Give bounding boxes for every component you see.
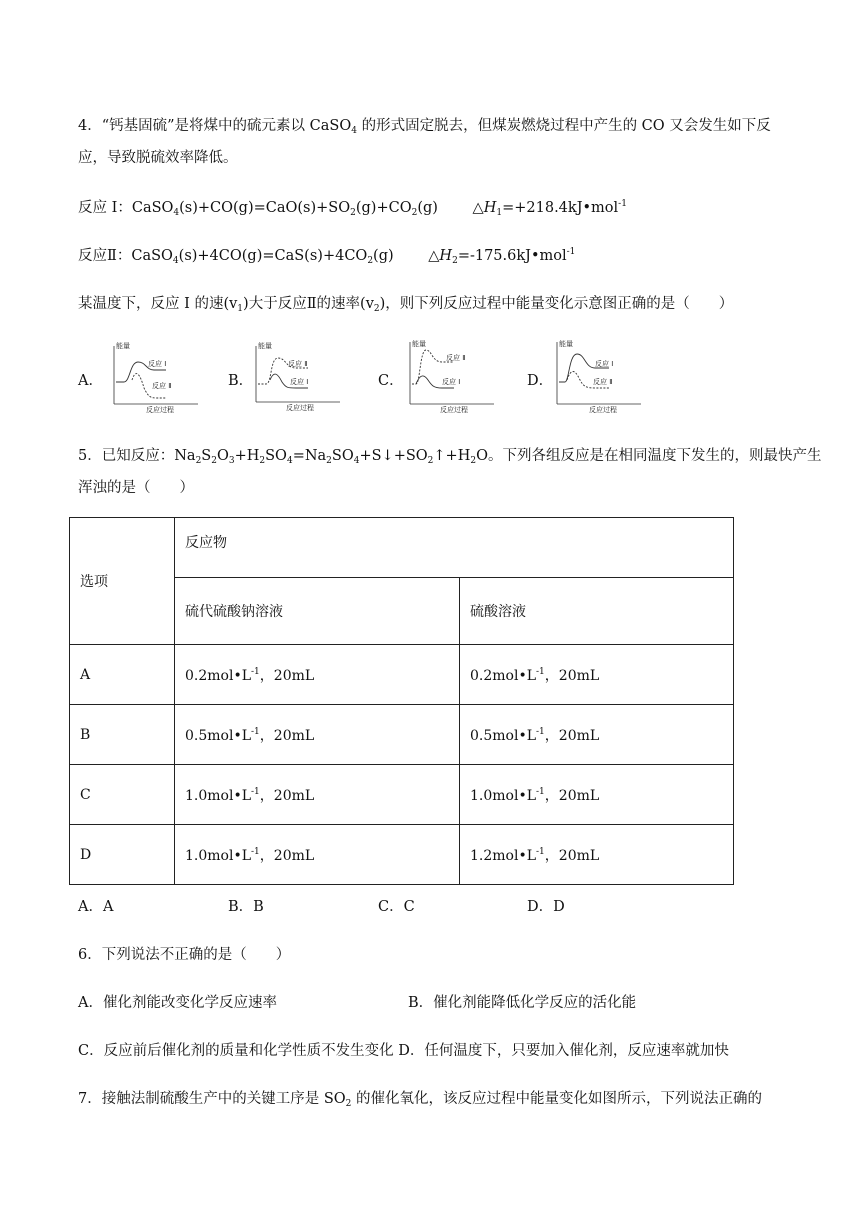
q5-line-1: 5．已知反应：$Na_2S_2O_3+H_2SO_4=Na_2SO_4+S↓+SO_2↑+H_2O$。下列各组反应是在相同温度下发生的，则最快产生	[78, 448, 822, 466]
process-axis-label: 反应过程	[589, 406, 617, 414]
process-axis-label: 反应过程	[440, 406, 468, 414]
header-thiosulfate: 硫代硫酸钠溶液	[175, 578, 460, 645]
q6-option-a[interactable]: A．催化剂能改变化学反应速率	[78, 995, 277, 1011]
row-thio-conc: $0.5mol•L^{-1}$，20mL	[175, 705, 460, 765]
q4-option-c-graph[interactable]	[402, 340, 502, 414]
row-thio-conc: $0.2mol•L^{-1}$，20mL	[175, 645, 460, 705]
energy-axis-label: 能量	[559, 340, 573, 348]
row-thio-conc: $1.0mol•L^{-1}$，20mL	[175, 825, 460, 885]
q4-line-2: 应，导致脱硫效率降低。	[78, 150, 238, 166]
q4-option-a-graph[interactable]	[106, 340, 206, 414]
q4-option-a-label[interactable]: A．	[78, 373, 103, 389]
q4-reaction-2: 反应Ⅱ：$CaSO_4(s)+4CO(g)=CaS(s)+4CO_2(g)$ $\triangle H_2=-175.6kJ•mol^{-1}$	[78, 247, 576, 266]
q5-answer-b[interactable]: B．B	[228, 899, 264, 915]
curve-label-top: 反应 I	[595, 360, 614, 368]
energy-axis-label: 能量	[116, 342, 130, 350]
q6-option-cd[interactable]: C．反应前后催化剂的质量和化学性质不发生变化 D．任何温度下，只要加入催化剂，反应速率就加快	[78, 1043, 729, 1059]
energy-axis-label: 能量	[258, 342, 272, 350]
curve-label-bottom: 反应 Ⅱ	[152, 382, 172, 390]
table-row[interactable]	[70, 825, 734, 885]
process-axis-label: 反应过程	[286, 404, 314, 412]
row-acid-conc: $0.5mol•L^{-1}$，20mL	[460, 705, 734, 765]
header-option: 选项	[70, 518, 175, 645]
q5-reactant-table	[69, 517, 734, 885]
table-row[interactable]	[70, 765, 734, 825]
curve-label-bottom: 反应 I	[290, 378, 309, 386]
row-thio-conc: $1.0mol•L^{-1}$，20mL	[175, 765, 460, 825]
q4-line-1: 4．“钙基固硫”是将煤中的硫元素以 CaSO$_4$ 的形式固定脱去，但煤炭燃烧过程中产生的 CO 又会发生如下反	[78, 118, 771, 136]
header-reactants: 反应物	[175, 518, 734, 578]
q7-stem: 7．接触法制硫酸生产中的关键工序是 $SO_2$ 的催化氧化，该反应过程中能量变化如图所示，下列说法正确的	[78, 1091, 762, 1109]
table-row[interactable]	[70, 705, 734, 765]
q4-option-d-label[interactable]: D．	[527, 373, 554, 389]
q4-option-b-graph[interactable]	[248, 340, 348, 414]
q4-option-d-graph[interactable]	[549, 340, 649, 414]
header-sulfuric-acid: 硫酸溶液	[460, 578, 734, 645]
row-option: B	[70, 705, 175, 765]
q5-answer-d[interactable]: D．D	[527, 899, 565, 915]
curve-label-top: 反应 I	[148, 360, 167, 368]
row-option: C	[70, 765, 175, 825]
q4-option-c-label[interactable]: C．	[378, 373, 404, 389]
row-option: A	[70, 645, 175, 705]
q4-option-b-label[interactable]: B．	[228, 373, 254, 389]
q4-reaction-1: 反应 I：$CaSO_4(s)+CO(g)=CaO(s)+SO_2(g)+CO_2(g)$ $\triangle H_1=+218.4kJ•mol^{-1}$	[78, 199, 627, 218]
row-option: D	[70, 825, 175, 885]
q6-stem: 6．下列说法不正确的是（ ）	[78, 947, 291, 963]
q4-r2-enthalpy: $\triangle H_2=-175.6kJ•mol^{-1}$	[428, 247, 576, 266]
curve-label-top: 反应 Ⅱ	[288, 360, 308, 368]
table-row[interactable]	[70, 645, 734, 705]
curve-label-bottom: 反应 I	[442, 378, 461, 386]
curve-label-top: 反应 Ⅱ	[446, 354, 466, 362]
q5-line-2: 浑浊的是（ ）	[78, 480, 194, 496]
energy-axis-label: 能量	[412, 340, 426, 348]
curve-label-bottom: 反应 Ⅱ	[593, 378, 613, 386]
row-acid-conc: $1.0mol•L^{-1}$，20mL	[460, 765, 734, 825]
q4-stem: 某温度下，反应 I 的速$(v_1)$大于反应Ⅱ的速率$(v_2)$，则下列反应过程中能量变化示意图正确的是（ ）	[78, 296, 734, 314]
row-acid-conc: $0.2mol•L^{-1}$，20mL	[460, 645, 734, 705]
process-axis-label: 反应过程	[146, 406, 174, 414]
q6-option-b[interactable]: B．催化剂能降低化学反应的活化能	[408, 995, 637, 1011]
q5-answer-c[interactable]: C．C	[378, 899, 415, 915]
q5-answer-a[interactable]: A．A	[78, 899, 114, 915]
q4-r1-enthalpy: $\triangle H_1=+218.4kJ•mol^{-1}$	[472, 199, 627, 218]
row-acid-conc: $1.2mol•L^{-1}$，20mL	[460, 825, 734, 885]
